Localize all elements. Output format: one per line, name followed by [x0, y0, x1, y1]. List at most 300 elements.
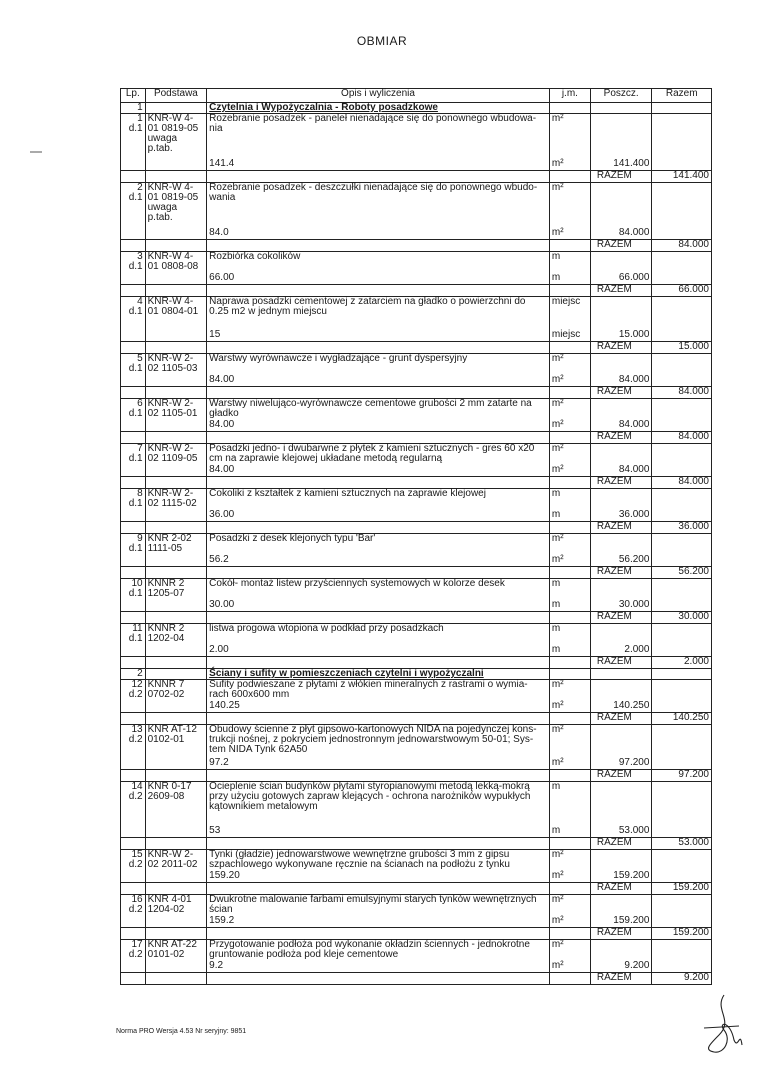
podstawa-cell — [145, 534, 207, 567]
calc-value: 84.00 — [209, 374, 235, 385]
opis-line: Rozebranie posadzek - paneleł nienadające się do ponownego wbudowa- — [209, 113, 537, 124]
razem-blank — [121, 973, 146, 985]
poszcz-value: 159.200 — [613, 915, 650, 926]
opis-cell — [207, 399, 550, 432]
razem-blank — [207, 477, 550, 489]
calc-value: 141.4 — [209, 158, 235, 169]
razem-label: RAZEM — [590, 713, 652, 725]
podstawa-line: 01 0819-05 — [147, 192, 199, 203]
razem-blank — [145, 432, 207, 444]
section-title: Czytelnia i Wypożyczalnia - Roboty posadzkowe — [207, 103, 550, 114]
lp-cell — [121, 399, 146, 432]
razem-label: RAZEM — [590, 432, 652, 444]
podstawa-line: KNR-W 4- — [147, 251, 194, 262]
razem-cell — [652, 534, 712, 567]
table-row — [121, 624, 712, 657]
poszcz-cell — [590, 399, 652, 432]
podstawa-line: 02 1105-01 — [147, 408, 198, 419]
razem-row — [121, 883, 712, 895]
razem-blank — [207, 883, 550, 895]
razem-cell — [652, 183, 712, 240]
razem-total: 84.000 — [652, 387, 712, 399]
razem-label: RAZEM — [590, 612, 652, 624]
lp-number: 14 — [131, 781, 143, 792]
lp-number: 3 — [137, 251, 143, 262]
podstawa-cell — [145, 297, 207, 342]
lp-number: 17 — [131, 939, 143, 950]
razem-row — [121, 285, 712, 297]
razem-blank — [145, 477, 207, 489]
podstawa-line: 0702-02 — [147, 689, 185, 700]
podstawa-cell — [145, 895, 207, 928]
razem-blank — [549, 567, 590, 579]
razem-label: RAZEM — [590, 171, 652, 183]
razem-cell — [652, 725, 712, 770]
razem-blank — [549, 342, 590, 354]
podstawa-line: KNR AT-22 — [147, 939, 197, 950]
razem-total: 15.000 — [652, 342, 712, 354]
razem-blank — [207, 770, 550, 782]
razem-blank — [549, 522, 590, 534]
razem-cell — [652, 680, 712, 713]
lp-division: d.1 — [128, 453, 143, 464]
unit-calc: miejsc — [551, 329, 581, 340]
unit: m² — [551, 353, 564, 364]
section-poszcz — [590, 669, 652, 680]
razem-total: 159.200 — [652, 928, 712, 940]
header-razem: Razem — [652, 89, 712, 103]
razem-label: RAZEM — [590, 883, 652, 895]
razem-row — [121, 522, 712, 534]
lp-division: d.2 — [128, 859, 143, 870]
razem-blank — [145, 240, 207, 252]
opis-line: Sufity podwieszane z płytami z włókien mineralnych z rastrami o wymia- — [209, 679, 528, 690]
calc-value: 30.00 — [209, 599, 235, 610]
razem-total: 159.200 — [652, 883, 712, 895]
opis-cell — [207, 782, 550, 838]
razem-cell — [652, 940, 712, 973]
section-row — [121, 669, 712, 680]
opis-line: Rozbiórka cokolików — [209, 251, 301, 262]
table-row — [121, 354, 712, 387]
unit: miejsc — [551, 296, 581, 307]
unit: m² — [551, 894, 564, 905]
podstawa-line: KNR-W 2- — [147, 488, 194, 499]
razem-row — [121, 387, 712, 399]
opis-line: Posadzki jedno- i dwubarwne z płytek z kamieni sztucznych - gres 60 x20 — [209, 443, 535, 454]
razem-blank — [549, 973, 590, 985]
razem-row — [121, 838, 712, 850]
opis-line: Obudowy ścienne z płyt gipsowo-kartonowych NIDA na pojedynczej kons- — [209, 724, 537, 735]
razem-blank — [207, 713, 550, 725]
lp-number: 9 — [137, 533, 143, 544]
podstawa-line: KNR 2-02 — [147, 533, 192, 544]
razem-blank — [145, 171, 207, 183]
unit: m² — [551, 939, 564, 950]
section-razem — [652, 669, 712, 680]
section-poszcz — [590, 103, 652, 114]
opis-line: tem NIDA Tynk 62A50 — [209, 744, 308, 755]
jm-cell — [549, 940, 590, 973]
section-podstawa — [145, 669, 207, 680]
header-jm: j.m. — [549, 89, 590, 103]
razem-total: 2.000 — [652, 657, 712, 669]
razem-row — [121, 612, 712, 624]
lp-division: d.1 — [128, 633, 143, 644]
razem-total: 56.200 — [652, 567, 712, 579]
lp-division: d.1 — [128, 498, 143, 509]
lp-cell — [121, 444, 146, 477]
razem-blank — [207, 171, 550, 183]
razem-row — [121, 432, 712, 444]
razem-blank — [121, 928, 146, 940]
razem-label: RAZEM — [590, 387, 652, 399]
jm-cell — [549, 252, 590, 285]
table-row — [121, 940, 712, 973]
razem-blank — [207, 387, 550, 399]
razem-blank — [549, 285, 590, 297]
unit-calc: m² — [551, 419, 564, 430]
razem-blank — [549, 657, 590, 669]
lp-cell — [121, 354, 146, 387]
podstawa-line: KNR-W 4- — [147, 113, 194, 124]
lp-division: d.2 — [128, 904, 143, 915]
razem-blank — [207, 240, 550, 252]
poszcz-value: 84.000 — [618, 464, 650, 475]
podstawa-cell — [145, 782, 207, 838]
razem-total: 84.000 — [652, 240, 712, 252]
opis-line: ścian — [209, 904, 233, 915]
lp-cell — [121, 782, 146, 838]
opis-line: szpachlowego wykonywane ręcznie na ścianach na podłożu z tynku — [209, 859, 510, 870]
razem-total: 140.250 — [652, 713, 712, 725]
razem-label: RAZEM — [590, 657, 652, 669]
razem-blank — [207, 838, 550, 850]
razem-blank — [121, 657, 146, 669]
handwritten-signature — [694, 990, 744, 1060]
lp-division: d.2 — [128, 689, 143, 700]
poszcz-value: 15.000 — [618, 329, 650, 340]
header-podstawa: Podstawa — [145, 89, 207, 103]
podstawa-line: uwaga — [147, 202, 178, 213]
podstawa-line: 2609-08 — [147, 791, 185, 802]
lp-division: d.2 — [128, 734, 143, 745]
razem-blank — [121, 522, 146, 534]
razem-cell — [652, 399, 712, 432]
poszcz-value: 2.000 — [624, 644, 650, 655]
lp-cell — [121, 680, 146, 713]
razem-blank — [145, 657, 207, 669]
table-row — [121, 850, 712, 883]
opis-line: Rozebranie posadzek - deszczułki nienadające się do ponownego wbudo- — [209, 182, 538, 193]
opis-cell — [207, 252, 550, 285]
poszcz-cell — [590, 114, 652, 171]
opis-cell — [207, 183, 550, 240]
calc-value: 159.2 — [209, 915, 235, 926]
razem-blank — [121, 432, 146, 444]
razem-row — [121, 342, 712, 354]
unit-calc: m — [551, 272, 561, 283]
unit: m — [551, 623, 561, 634]
opis-line: rach 600x600 mm — [209, 689, 290, 700]
razem-label: RAZEM — [590, 770, 652, 782]
razem-cell — [652, 579, 712, 612]
podstawa-line: uwaga — [147, 133, 178, 144]
razem-cell — [652, 895, 712, 928]
razem-blank — [549, 240, 590, 252]
podstawa-line: KNR-W 2- — [147, 398, 194, 409]
unit-calc: m² — [551, 158, 564, 169]
lp-cell — [121, 489, 146, 522]
lp-number: 5 — [137, 353, 143, 364]
lp-cell — [121, 114, 146, 171]
unit-calc: m² — [551, 870, 564, 881]
jm-cell — [549, 680, 590, 713]
opis-line: Cokół- montaż listew przyściennych systemowych w kolorze desek — [209, 578, 505, 589]
razem-blank — [207, 342, 550, 354]
section-number: 2 — [121, 669, 146, 680]
jm-cell — [549, 444, 590, 477]
poszcz-value: 84.000 — [618, 419, 650, 430]
razem-blank — [549, 432, 590, 444]
razem-blank — [121, 477, 146, 489]
lp-number: 8 — [137, 488, 143, 499]
podstawa-cell — [145, 624, 207, 657]
podstawa-cell — [145, 444, 207, 477]
razem-blank — [207, 657, 550, 669]
unit: m — [551, 578, 561, 589]
opis-cell — [207, 624, 550, 657]
lp-division: d.2 — [128, 949, 143, 960]
poszcz-cell — [590, 183, 652, 240]
jm-cell — [549, 782, 590, 838]
opis-line: wania — [209, 192, 236, 203]
poszcz-cell — [590, 895, 652, 928]
opis-cell — [207, 725, 550, 770]
poszcz-cell — [590, 252, 652, 285]
opis-line: nia — [209, 123, 223, 134]
opis-line: Posadzki z desek klejonych typu 'Bar' — [209, 533, 376, 544]
lp-number: 6 — [137, 398, 143, 409]
podstawa-line: KNR-W 4- — [147, 182, 194, 193]
poszcz-value: 141.400 — [613, 158, 650, 169]
lp-cell — [121, 579, 146, 612]
podstawa-cell — [145, 725, 207, 770]
razem-label: RAZEM — [590, 285, 652, 297]
razem-blank — [121, 612, 146, 624]
section-jm — [549, 103, 590, 114]
razem-cell — [652, 850, 712, 883]
razem-blank — [121, 342, 146, 354]
table-row — [121, 489, 712, 522]
razem-blank — [549, 387, 590, 399]
jm-cell — [549, 624, 590, 657]
jm-cell — [549, 534, 590, 567]
unit-calc: m² — [551, 554, 564, 565]
lp-division: d.1 — [128, 408, 143, 419]
opis-line: trukcji nośnej, z pokryciem jednostronnym jednowarstwowym 50-01; Sys- — [209, 734, 534, 745]
razem-label: RAZEM — [590, 522, 652, 534]
razem-total: 36.000 — [652, 522, 712, 534]
unit: m² — [551, 182, 564, 193]
opis-line: przy użyciu gotowych zapraw klejących - ochrona narożników wypukłych — [209, 791, 531, 802]
podstawa-cell — [145, 183, 207, 240]
razem-cell — [652, 114, 712, 171]
razem-blank — [121, 240, 146, 252]
opis-cell — [207, 895, 550, 928]
jm-cell — [549, 579, 590, 612]
razem-label: RAZEM — [590, 477, 652, 489]
podstawa-line: 0102-01 — [147, 734, 185, 745]
lp-division: d.1 — [128, 306, 143, 317]
unit: m — [551, 488, 561, 499]
lp-cell — [121, 624, 146, 657]
calc-value: 140.25 — [209, 700, 240, 711]
opis-cell — [207, 444, 550, 477]
lp-division: d.1 — [128, 192, 143, 203]
unit: m² — [551, 443, 564, 454]
razem-blank — [549, 770, 590, 782]
opis-line: Warstwy wyrównawcze i wygładzające - grunt dyspersyjny — [209, 353, 468, 364]
razem-blank — [145, 522, 207, 534]
razem-label: RAZEM — [590, 973, 652, 985]
table-row — [121, 183, 712, 240]
poszcz-value: 140.250 — [613, 700, 650, 711]
podstawa-cell — [145, 579, 207, 612]
lp-cell — [121, 940, 146, 973]
razem-blank — [145, 285, 207, 297]
margin-mark — [30, 150, 42, 154]
jm-cell — [549, 399, 590, 432]
razem-blank — [121, 567, 146, 579]
footer-text: Norma PRO Wersja 4.53 Nr seryjny: 9851 — [116, 1028, 247, 1035]
razem-blank — [145, 770, 207, 782]
poszcz-value: 66.000 — [618, 272, 650, 283]
razem-row — [121, 770, 712, 782]
opis-line: Warstwy niwelująco-wyrównawcze cementowe grubości 2 mm zatarte na — [209, 398, 532, 409]
razem-total: 84.000 — [652, 432, 712, 444]
opis-cell — [207, 114, 550, 171]
razem-label: RAZEM — [590, 567, 652, 579]
podstawa-line: 01 0819-05 — [147, 123, 199, 134]
podstawa-line: 1111-05 — [147, 543, 183, 554]
razem-blank — [549, 713, 590, 725]
lp-division: d.1 — [128, 543, 143, 554]
unit: m — [551, 781, 561, 792]
razem-row — [121, 567, 712, 579]
section-title: Ściany i sufity w pomieszczeniach czytelni i wypożyczalni — [207, 669, 550, 680]
razem-blank — [549, 612, 590, 624]
lp-division: d.2 — [128, 791, 143, 802]
lp-number: 12 — [131, 679, 143, 690]
calc-value: 36.00 — [209, 509, 235, 520]
podstawa-cell — [145, 489, 207, 522]
razem-blank — [549, 883, 590, 895]
razem-cell — [652, 252, 712, 285]
razem-label: RAZEM — [590, 928, 652, 940]
podstawa-line: KNNR 2 — [147, 578, 185, 589]
razem-blank — [121, 713, 146, 725]
razem-cell — [652, 782, 712, 838]
razem-blank — [145, 713, 207, 725]
table-row — [121, 114, 712, 171]
lp-number: 10 — [131, 578, 143, 589]
jm-cell — [549, 297, 590, 342]
jm-cell — [549, 354, 590, 387]
razem-label: RAZEM — [590, 240, 652, 252]
lp-number: 2 — [137, 182, 143, 193]
table-row — [121, 534, 712, 567]
podstawa-line: KNNR 7 — [147, 679, 185, 690]
razem-row — [121, 171, 712, 183]
opis-cell — [207, 850, 550, 883]
table-row — [121, 399, 712, 432]
section-razem — [652, 103, 712, 114]
opis-line: Ocieplenie ścian budynków płytami styropianowymi metodą lekką-mokrą — [209, 781, 530, 792]
lp-number: 15 — [131, 849, 143, 860]
razem-blank — [145, 838, 207, 850]
razem-blank — [121, 387, 146, 399]
jm-cell — [549, 725, 590, 770]
table-row — [121, 725, 712, 770]
section-podstawa — [145, 103, 207, 114]
calc-value: 15 — [209, 329, 221, 340]
opis-cell — [207, 297, 550, 342]
lp-number: 4 — [137, 296, 143, 307]
razem-blank — [145, 973, 207, 985]
poszcz-cell — [590, 489, 652, 522]
razem-label: RAZEM — [590, 838, 652, 850]
podstawa-line: 02 1115-02 — [147, 498, 197, 509]
lp-division: d.1 — [128, 261, 143, 272]
jm-cell — [549, 895, 590, 928]
razem-total: 53.000 — [652, 838, 712, 850]
unit-calc: m² — [551, 757, 564, 768]
razem-total: 66.000 — [652, 285, 712, 297]
razem-blank — [145, 928, 207, 940]
section-jm — [549, 669, 590, 680]
opis-cell — [207, 534, 550, 567]
podstawa-line: p.tab. — [147, 143, 173, 154]
lp-cell — [121, 725, 146, 770]
podstawa-line: 01 0808-08 — [147, 261, 199, 272]
podstawa-line: 0101-02 — [147, 949, 185, 960]
razem-blank — [207, 928, 550, 940]
opis-line: 0.25 m2 w jednym miejscu — [209, 306, 327, 317]
podstawa-cell — [145, 252, 207, 285]
razem-total: 30.000 — [652, 612, 712, 624]
header-lp: Lp. — [121, 89, 146, 103]
razem-blank — [145, 342, 207, 354]
calc-value: 84.00 — [209, 419, 235, 430]
table-header — [121, 89, 712, 103]
poszcz-cell — [590, 850, 652, 883]
unit: m — [551, 251, 561, 262]
poszcz-value: 56.200 — [618, 554, 650, 565]
lp-number: 13 — [131, 724, 143, 735]
opis-line: Tynki (gładzie) jednowarstwowe wewnętrzne grubości 3 mm z gipsu — [209, 849, 510, 860]
poszcz-cell — [590, 579, 652, 612]
opis-line: listwa progowa wtopiona w podkład przy posadzkach — [209, 623, 444, 634]
jm-cell — [549, 114, 590, 171]
opis-line: Naprawa posadzki cementowej z zatarciem na gładko o powierzchni do — [209, 296, 526, 307]
poszcz-value: 30.000 — [618, 599, 650, 610]
poszcz-value: 159.200 — [613, 870, 650, 881]
unit-calc: m — [551, 509, 561, 520]
lp-division: d.1 — [128, 588, 143, 599]
razem-blank — [145, 612, 207, 624]
razem-blank — [121, 171, 146, 183]
